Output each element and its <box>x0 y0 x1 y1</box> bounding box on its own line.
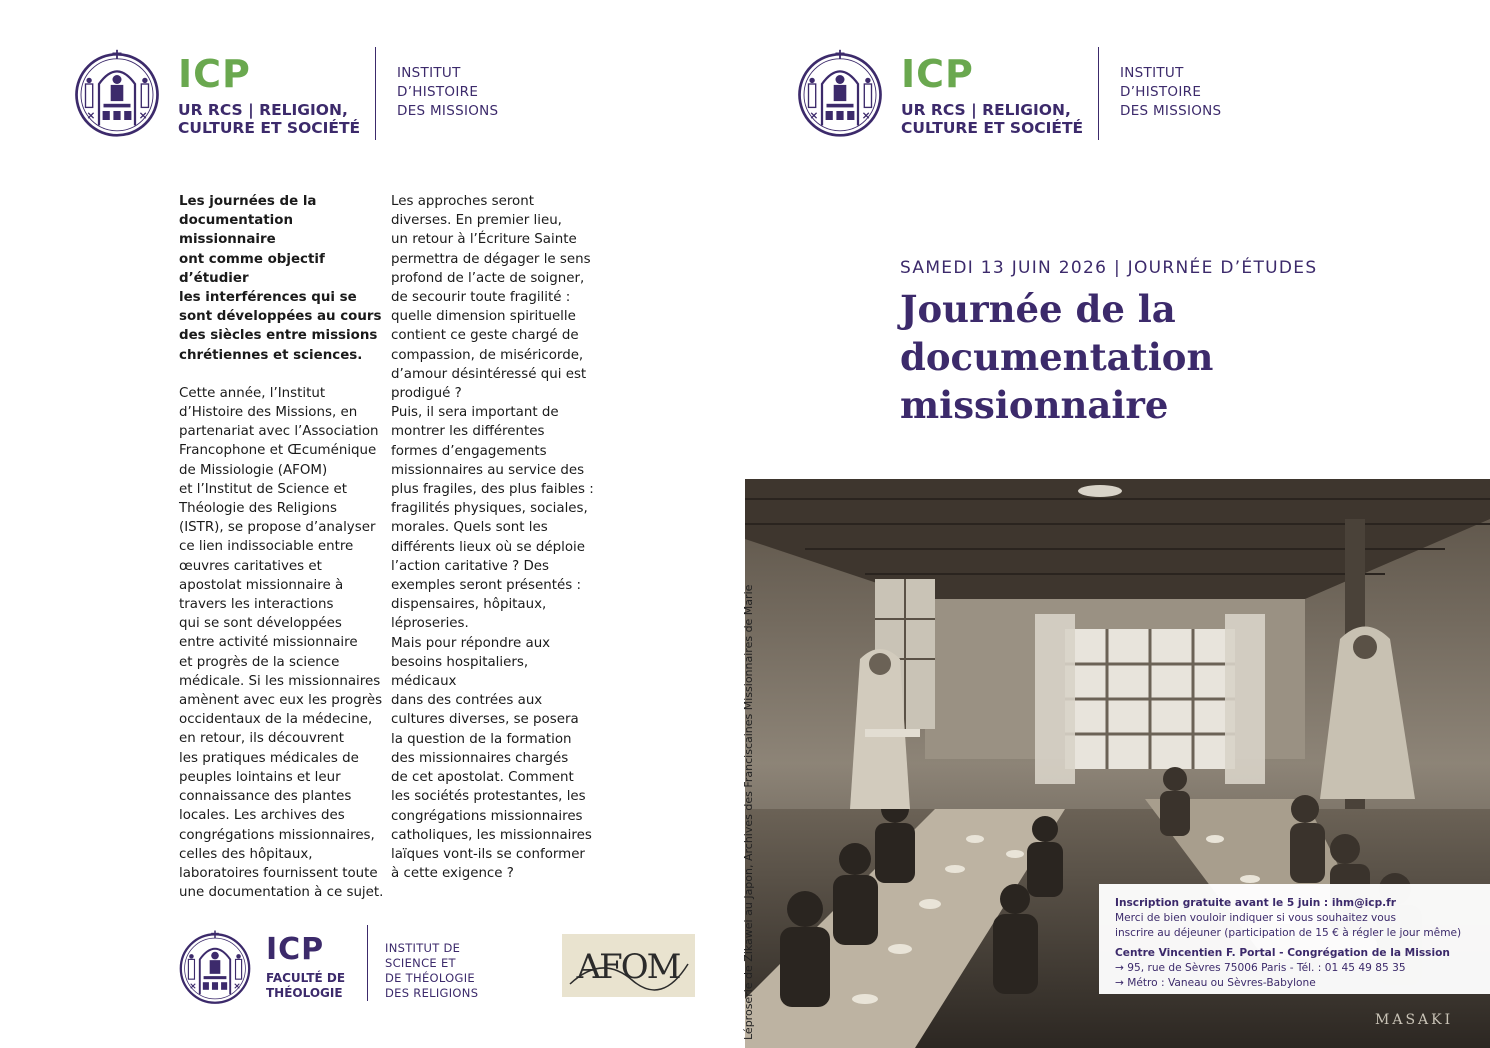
faculty-name: FACULTÉ DE THÉOLOGIE <box>266 971 346 1000</box>
afom-logo <box>562 934 695 997</box>
registration-info-box <box>1099 884 1490 994</box>
header-divider <box>375 47 376 140</box>
icp-logo-text: ICP <box>178 52 251 96</box>
svg-text:AFOM: AFOM <box>576 947 680 987</box>
research-unit-name: UR RCS | RELIGION, CULTURE ET SOCIÉTÉ <box>901 101 1084 137</box>
event-date-kicker: SAMEDI 13 JUIN 2026 | JOURNÉE D’ÉTUDES <box>900 258 1318 278</box>
intro-lead: Les journées de la documentation missionnaire ont comme objectif d’étudier les interférences qui se sont développées au cours des siècles entre missions chrétiennes et sciences. <box>179 194 382 363</box>
istr-name: INSTITUT DE SCIENCE ET DE THÉOLOGIE DES RELIGIONS <box>385 941 479 1000</box>
registration-line: Inscription gratuite avant le 5 juin : ihm@icp.fr <box>1115 897 1397 909</box>
venue-metro: → Métro : Vaneau ou Sèvres-Babylone <box>1115 977 1316 989</box>
venue-address: → 95, rue de Sèvres 75006 Paris - Tél. : 01 45 49 85 35 <box>1115 962 1406 974</box>
footer-divider <box>367 925 368 1001</box>
intro-body: Cette année, l’Institut d’Histoire des Missions, en partenariat avec l’Association Francophone et Œcuménique de Missiologie (AFOM) et l’Institut de Science et Théologie des Religions (ISTR), se propose d’analyser ce lien indissociable entre œuvres caritatives et apostolat missionnaire à travers les interactions qui se sont développées entre activité missionnaire et progrès de la science médicale. Si les missionnaires amènent avec eux les progrès occidentaux de la médecine, en retour, ils découvrent les pratiques médicales de peuples lointains et leur connaissance des plantes locales. Les archives des congrégations missionnaires, celles des hôpitaux, laboratoires fournissent toute une documentation à ce sujet. <box>179 385 384 901</box>
icp-logo-text: ICP <box>266 932 325 967</box>
icp-seal-icon <box>795 44 885 142</box>
approaches-body: Les approches seront diverses. En premier lieu, un retour à l’Écriture Sainte permettra de dégager le sens profond de l’acte de soigner, de secourir toute fragilité : quelle dimension spirituelle contient ce geste chargé de compassion, de miséricorde, d’amour désintéressé qui est prodigué ? Puis, il sera important de montrer les différentes formes d’engagements missionnaires au service des plus fragiles, des plus faibles : fragilités physiques, sociales, morales. Quels sont les différents lieux où se déploie l’action caritative ? Des exemples seront présentés : dispensaires, hôpitaux, léproseries. Mais pour répondre aux besoins hospitaliers, médicaux dans des contrées aux cultures diverses, se posera la question de la formation des missionnaires chargés de cet apostolat. Comment les sociétés protestantes, les congrégations missionnaires catholiques, les missionnaires laïques vont-ils se conformer à cette exigence ? <box>391 194 594 882</box>
institute-name: INSTITUT D’HISTOIRE DES MISSIONS <box>1120 65 1222 119</box>
column-1 <box>179 192 384 902</box>
institute-name: INSTITUT D’HISTOIRE DES MISSIONS <box>397 65 499 119</box>
header-divider <box>1098 47 1099 140</box>
event-title: Journée de la documentation missionnaire <box>900 287 1214 427</box>
photo-credit: Léproserie de Zikawei au Japon, Archives des Franciscaines Missionnaires de Marie <box>742 584 755 1040</box>
lunch-note-line1: Merci de bien vouloir indiquer si vous souhaitez vous <box>1115 912 1396 924</box>
venue-name: Centre Vincentien F. Portal - Congrégation de la Mission <box>1115 947 1450 959</box>
icp-logo-text: ICP <box>901 52 974 96</box>
column-2 <box>391 192 596 883</box>
lunch-note-line2: inscrire au déjeuner (participation de 15 € à régler le jour même) <box>1115 927 1462 939</box>
icp-seal-icon <box>72 44 162 142</box>
research-unit-name: UR RCS | RELIGION, CULTURE ET SOCIÉTÉ <box>178 101 361 137</box>
icp-seal-icon <box>177 927 253 1007</box>
afom-logo-mark <box>562 934 695 997</box>
photo-sign-text: MASAKI <box>1375 1012 1454 1028</box>
